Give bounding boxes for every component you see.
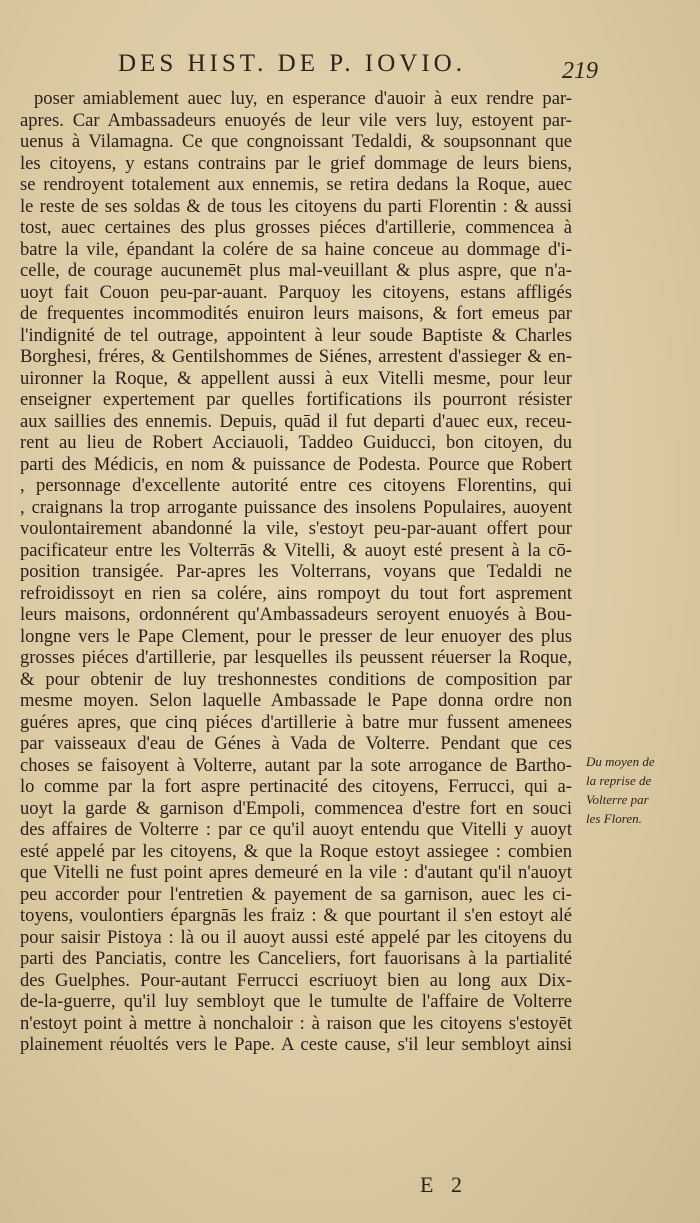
text-line: peu accorder pour l'entretien & payement de sa garnison, auec les ci- bbox=[20, 883, 572, 905]
text-line: choses se faisoyent à Volterre, autant par la sote arrogance de Bartho- bbox=[20, 754, 572, 776]
text-line: pacificateur entre les Volterrās & Vitelli, & auoyt esté present à la cō- bbox=[20, 539, 572, 561]
text-line: uenus à Vilamagna. Ce que congnoissant Tedaldi, & soupsonnant que bbox=[20, 131, 572, 152]
page-header bbox=[0, 50, 700, 86]
text-line: toyens, voulontiers épargnās les fraiz : & que pourtant il s'en estoyt alé bbox=[20, 905, 572, 926]
text-line: lo comme par la fort aspre pertinacité des citoyens, Ferrucci, qui a- bbox=[20, 776, 572, 797]
text-line: leurs maisons, ordonnérent qu'Ambassadeurs seroyent enuoyés à Bou- bbox=[20, 604, 572, 625]
text-line: le reste de ses soldas & de tous les citoyens du parti Florentin : & aussi bbox=[20, 195, 572, 217]
text-line: les citoyens, y estans contrains par le grief dommage de leurs biens, bbox=[20, 152, 572, 174]
text-line: se rendroyent totalement aux ennemis, se retira dedans la Roque, auec bbox=[20, 174, 572, 195]
text-line: de-la-guerre, qu'il luy sembloyt que le tumulte de l'affaire de Volterre bbox=[20, 991, 572, 1012]
text-line: refroidissoyt en rien sa colére, ains rompoyt du tout fort asprement bbox=[20, 582, 572, 604]
text-line: voulontairement abandonné la vile, s'estoyt peu-par-auant offert pour bbox=[20, 518, 572, 539]
running-head: DES HIST. DE P. IOVIO. bbox=[118, 50, 466, 77]
text-line: des affaires de Volterre : par ce qu'il auoyt entendu que Vitelli y auoyt bbox=[20, 819, 572, 840]
margin-note-line: les Floren. bbox=[586, 811, 642, 826]
text-line: position transigée. Par-apres les Volterrans, voyans que Tedaldi ne bbox=[20, 561, 572, 582]
text-line: apres. Car Ambassadeurs enuoyés de leur vile vers luy, estoyent par- bbox=[20, 109, 572, 131]
text-line: tost, auec certaines des plus grosses piéces d'artillerie, commencea à bbox=[20, 217, 572, 238]
text-line: rent au lieu de Robert Acciauoli, Taddeo Guiducci, bon citoyen, du bbox=[20, 432, 572, 453]
text-line: que Vitelli ne fust point apres demeuré en la vile : d'autant qu'il n'auoyt bbox=[20, 862, 572, 883]
text-line: uironner la Roque, & appellent aussi à eux Vitelli mesme, pour leur bbox=[20, 367, 572, 389]
text-line: uoyt la garde & garnison d'Empoli, commencea d'estre fort en souci bbox=[20, 797, 572, 819]
text-line: plainement réuoltés vers le Pape. A ceste cause, s'il leur sembloyt ainsi bbox=[20, 1034, 572, 1055]
text-line: parti des Panciatis, contre les Canceliers, fort fauorisans à la partialité bbox=[20, 948, 572, 969]
text-line: , personnage d'excellente autorité entre ces citoyens Florentins, qui bbox=[20, 475, 572, 496]
text-line: uoyt fait Couon peu-par-auant. Parquoy les citoyens, estans affligés bbox=[20, 281, 572, 303]
text-line: , craignans la trop arrogante puissance des insolens Populaires, auoyent bbox=[20, 496, 572, 518]
text-line: guéres apres, que cinq piéces d'artillerie à batre mur fussent amenees bbox=[20, 711, 572, 733]
margin-note-line: Volterre par bbox=[586, 792, 649, 807]
text-line: n'estoyt point à mettre à nonchaloir : à raison que les citoyens s'estoyēt bbox=[20, 1012, 572, 1034]
text-line: esté appelé par les citoyens, & que la Roque estoyt assiegee : combien bbox=[20, 840, 572, 862]
text-line: Borghesi, fréres, & Gentilshommes de Siénes, arrestent d'assieger & en- bbox=[20, 346, 572, 367]
signature-mark: E 2 bbox=[420, 1172, 468, 1197]
text-line: de frequentes incommodités enuiron leurs maisons, & fort emeus par bbox=[20, 303, 572, 324]
text-line: & pour obtenir de luy treshonnestes conditions de composition par bbox=[20, 668, 572, 690]
text-line: batre la vile, épandant la colére de sa haine conceue au dommage d'i- bbox=[20, 238, 572, 260]
text-line: par vaisseaux d'eau de Génes à Vada de Volterre. Pendant que ces bbox=[20, 733, 572, 754]
text-line: grosses piéces d'artillerie, par lesquelles ils peussent réuerser la Roque, bbox=[20, 647, 572, 668]
margin-note-line: la reprise de bbox=[586, 773, 652, 788]
text-line: celle, de courage aucunemēt plus mal-veuillant & plus aspre, que n'a- bbox=[20, 260, 572, 281]
text-line: enseigner expertement par quelles fortifications ils pourront résister bbox=[20, 389, 572, 410]
text-line: parti des Médicis, en nom & puissance de Podesta. Pource que Robert bbox=[20, 453, 572, 475]
page-number: 219 bbox=[562, 58, 598, 84]
text-line: pour saisir Pistoya : là ou il auoyt aussi esté appelé par les citoyens du bbox=[20, 926, 572, 948]
text-line: mesme moyen. Selon laquelle Ambassade le Pape donna ordre non bbox=[20, 690, 572, 711]
text-line: poser amiablement auec luy, en esperance d'auoir à eux rendre par- bbox=[34, 88, 572, 109]
body-text bbox=[20, 88, 572, 1056]
text-line: aux saillies des ennemis. Depuis, quād il fut departi d'auec eux, receu- bbox=[20, 410, 572, 432]
margin-note bbox=[586, 752, 696, 828]
text-line: l'indignité de tel outrage, appointent à leur soude Baptiste & Charles bbox=[20, 324, 572, 346]
margin-note-line: Du moyen de bbox=[586, 754, 655, 769]
text-line: des Guelphes. Pour-autant Ferrucci escriuoyt bien au long aux Dix- bbox=[20, 969, 572, 991]
text-line: longne vers le Pape Clement, pour le presser de leur enuoyer des plus bbox=[20, 625, 572, 647]
